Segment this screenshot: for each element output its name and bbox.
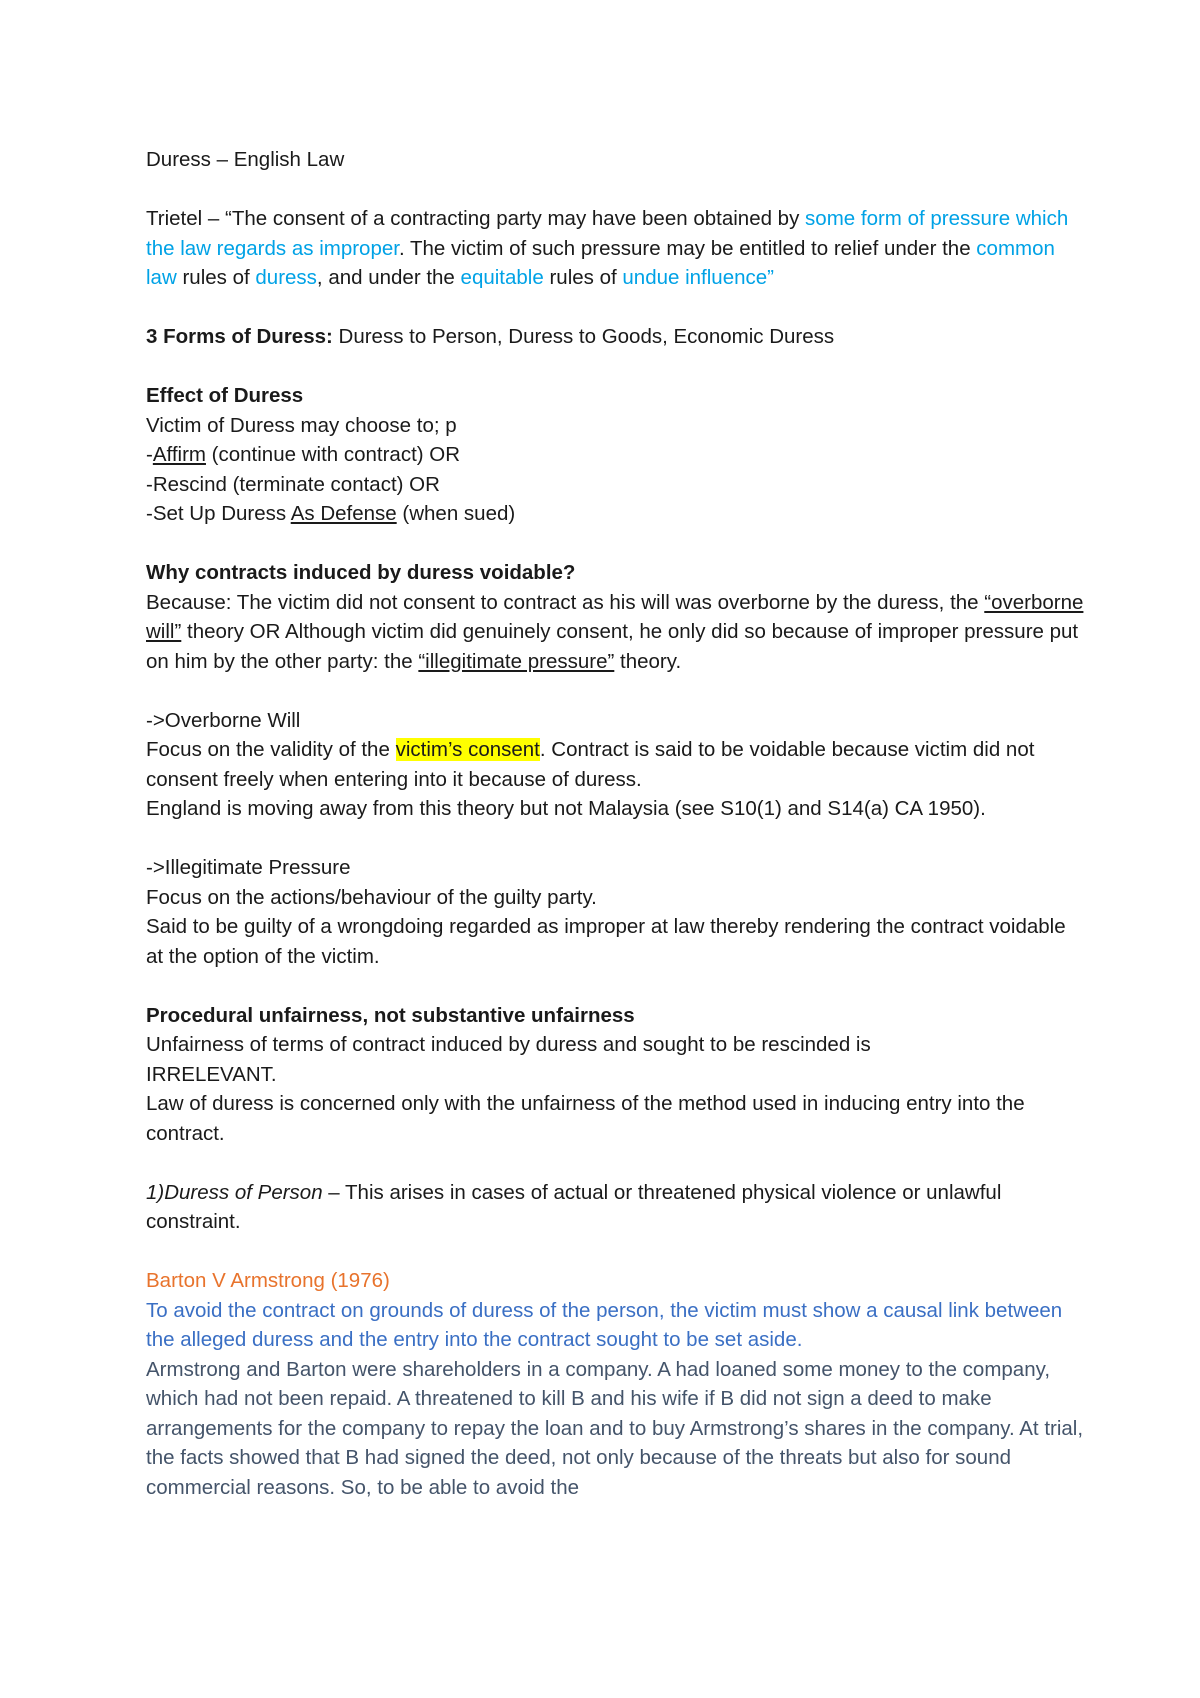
why-heading: Why contracts induced by duress voidable? <box>146 561 576 584</box>
effect-heading: Effect of Duress <box>146 384 304 407</box>
case-principle: To avoid the contract on grounds of duress of the person, the victim must show a causal link between the alleged duress and the entry into the contract sought to be set aside. <box>146 1298 1063 1351</box>
forms-of-duress: 3 Forms of Duress: Duress to Person, Duress to Goods, Economic Duress <box>146 325 835 348</box>
trietel-quote: Trietel – “The consent of a contracting party may have been obtained by some form of pressure which the law regards as improper. The victim of such pressure may be entitled to relief under the common law rules of duress, and under the equitable rules of undue influence” <box>146 207 1069 289</box>
procedural-heading: Procedural unfairness, not substantive unfairness <box>146 1003 635 1027</box>
barton-section <box>146 1266 1086 1502</box>
procedural-section <box>146 1001 1086 1149</box>
illegitimate-heading: ->Illegitimate Pressure <box>146 856 351 879</box>
procedural-text: Law of duress is concerned only with the unfairness of the method used in inducing entry into the contract. <box>146 1092 1025 1145</box>
illegitimate-text: Focus on the actions/behaviour of the guilty party. <box>146 885 597 909</box>
document-title: Duress – English Law <box>146 148 345 171</box>
why-section <box>146 558 1086 676</box>
case-facts: Armstrong and Barton were shareholders in a company. A had loaned some money to the company, which had not been repaid. A threatened to kill B and his wife if B did not sign a deed to make arrangements for the company to repay the loan and to buy Armstrong’s shares in the company. At trial, the facts showed that B had signed the deed, not only because of the threats but also for sound commercial reasons. So, to be able to avoid the <box>146 1357 1084 1499</box>
effect-line: -Affirm (continue with contract) OR <box>146 443 461 466</box>
illegitimate-text: Said to be guilty of a wrongdoing regarded as improper at law thereby rendering the contract voidable at the option of the victim. <box>146 915 1066 968</box>
effect-line: Victim of Duress may choose to; p <box>146 413 457 437</box>
overborne-heading: ->Overborne Will <box>146 708 301 732</box>
why-text: Because: The victim did not consent to contract as his will was overborne by the duress, the “overborne will” theory OR Although victim did genuinely consent, he only did so because of improper pressure put on him by the other party: the “illegitimate pressure” theory. <box>146 590 1084 673</box>
overborne-section <box>146 706 1086 824</box>
duress-of-person: 1)Duress of Person – This arises in cases of actual or threatened physical violence or unlawful constraint. <box>146 1180 1002 1233</box>
effect-line: -Rescind (terminate contact) OR <box>146 472 440 496</box>
procedural-text: Unfairness of terms of contract induced by duress and sought to be rescinded is IRRELEVANT. <box>146 1033 871 1086</box>
case-name: Barton V Armstrong (1976) <box>146 1269 390 1292</box>
illegitimate-section <box>146 853 1086 971</box>
document-page <box>146 145 1086 1502</box>
overborne-text: Focus on the validity of the victim’s consent. Contract is said to be voidable because victim did not consent freely when entering into it because of duress. <box>146 738 1035 791</box>
effect-line: -Set Up Duress As Defense (when sued) <box>146 502 516 525</box>
effect-section <box>146 381 1086 529</box>
overborne-text: England is moving away from this theory but not Malaysia (see S10(1) and S14(a) CA 1950). <box>146 797 986 820</box>
